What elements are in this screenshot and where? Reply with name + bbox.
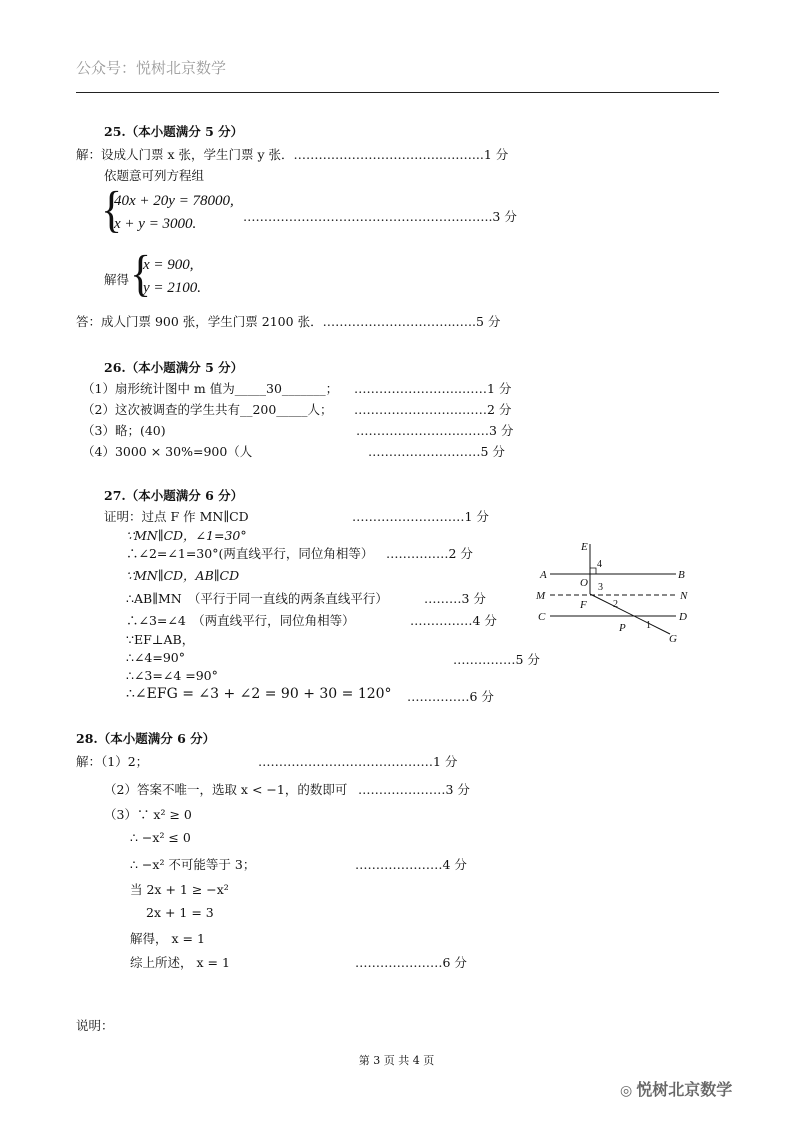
q27-line-1: 证明：过点 F 作 MN∥CD	[104, 509, 249, 524]
label-d: D	[679, 611, 687, 623]
q26-score-2: ……………………..……2 分	[354, 402, 512, 417]
parallel-lines-diagram	[532, 536, 702, 646]
q26-score-3: ……………………..……3 分	[356, 423, 514, 438]
q27-score-1: ………………………1 分	[352, 509, 489, 524]
q28-line-9: 综上所述， x = 1	[130, 955, 230, 970]
label-angle-2: 2	[613, 599, 618, 610]
q27-line-7: ∵EF⊥AB，	[126, 632, 195, 647]
label-angle-1: 1	[646, 620, 651, 631]
q28-title: 28.（本小题满分 6 分）	[76, 731, 216, 746]
q28-line-4: ∴ −x² ≤ 0	[130, 830, 191, 845]
q28-line-2: （2）答案不唯一，选取 x < −1，的数即可	[104, 782, 348, 797]
q28-line-7: 2x + 1 = 3	[146, 905, 214, 920]
q25-title: 25.（本小题满分 5 分）	[104, 124, 244, 139]
q28-line-1: 解：（1）2；	[76, 754, 149, 769]
q25-eq2: x + y = 3000.	[114, 216, 197, 232]
header-title: 公众号：悦树北京数学	[76, 59, 227, 77]
label-e: E	[581, 541, 588, 553]
q27-line-6: ∴∠3=∠4 （两直线平行，同位角相等）	[126, 613, 355, 628]
q27-score-3: ……………2 分	[386, 546, 473, 561]
q27-line-5: ∴AB∥MN （平行于同一直线的两条直线平行）	[126, 591, 388, 606]
label-b: B	[678, 569, 685, 581]
q28-line-3: （3）∵ x² ≥ 0	[104, 807, 192, 822]
q25-eq-score: …………………………………………….……..3 分	[243, 209, 517, 224]
note-label: 说明：	[76, 1018, 114, 1033]
q27-line-2: ∵MN∥CD，∠1=30°	[126, 528, 247, 543]
q25-brace-2: {	[130, 245, 152, 302]
q26-line-4: （4）3000 × 30%=900（人	[82, 444, 253, 459]
label-p: P	[619, 622, 626, 634]
watermark	[620, 1077, 732, 1100]
q27-line-9: ∴∠3=∠4 =90°	[126, 668, 218, 683]
q25-eq1: 40x + 20y = 78000,	[114, 193, 234, 209]
label-f: F	[580, 599, 587, 611]
q28-score-2: …………………3 分	[358, 782, 470, 797]
label-n: N	[680, 590, 688, 602]
page-footer: 第 3 页 共 4 页	[358, 1054, 435, 1067]
q27-score-8: ……………5 分	[453, 652, 540, 667]
q28-score-1: ……………………………………1 分	[258, 754, 458, 769]
q26-title: 26.（本小题满分 5 分）	[104, 360, 244, 375]
q27-title: 27.（本小题满分 6 分）	[104, 488, 244, 503]
q25-line2: 依题意可列方程组	[104, 168, 205, 183]
q26-line-3: （3）略；(40)	[82, 423, 166, 438]
right-angle-mark	[590, 568, 596, 574]
q27-score-6: ……………4 分	[410, 613, 497, 628]
q26-line-2: （2）这次被调查的学生共有__200_____人；	[82, 402, 333, 417]
q28-line-8: 解得， x = 1	[130, 931, 205, 946]
q28-score-5: …………………4 分	[355, 857, 467, 872]
q26-score-4: ………………………5 分	[368, 444, 505, 459]
q25-solve-label: 解得	[104, 272, 130, 287]
q28-score-9: …………………6 分	[355, 955, 467, 970]
q27-line-8: ∴∠4=90°	[126, 650, 186, 665]
q26-score-1: ……………………..……1 分	[354, 381, 512, 396]
q25-brace-1: {	[101, 181, 123, 238]
label-o: O	[580, 577, 588, 589]
q27-score-10: ……………6 分	[407, 689, 494, 704]
label-a: A	[540, 569, 547, 581]
q27-line-4: ∵MN∥CD，AB∥CD	[126, 568, 240, 583]
q25-answer: 答：成人门票 900 张，学生门票 2100 张．…………………………..…..5 分	[76, 314, 501, 329]
line-fg	[590, 594, 670, 634]
q28-line-6: 当 2x + 1 ≥ −x²	[130, 882, 229, 897]
watermark-text: 悦树北京数学	[636, 1080, 733, 1099]
q28-line-5: ∴ −x² 不可能等于 3；	[130, 857, 256, 872]
label-c: C	[538, 611, 546, 623]
header-divider	[76, 92, 719, 93]
label-angle-3: 3	[598, 582, 603, 593]
q27-line-10: ∴∠EFG = ∠3 + ∠2 = 90 + 30 = 120°	[126, 686, 392, 702]
q27-score-5: ………3 分	[424, 591, 486, 606]
q25-sol1: x = 900,	[143, 257, 194, 273]
q25-sol2: y = 2100.	[143, 280, 202, 296]
wechat-icon: ◎	[620, 1083, 633, 1099]
q27-line-3: ∴∠2=∠1=30°(两直线平行，同位角相等）	[126, 546, 374, 561]
label-angle-4: 4	[597, 559, 602, 570]
label-g: G	[669, 633, 677, 645]
q26-line-1: （1）扇形统计图中 m 值为_____30_______；	[82, 381, 339, 396]
label-m: M	[536, 590, 546, 602]
q25-line1: 解：设成人门票 x 张，学生门票 y 张．……….……………………..….…...1 分	[76, 147, 509, 162]
